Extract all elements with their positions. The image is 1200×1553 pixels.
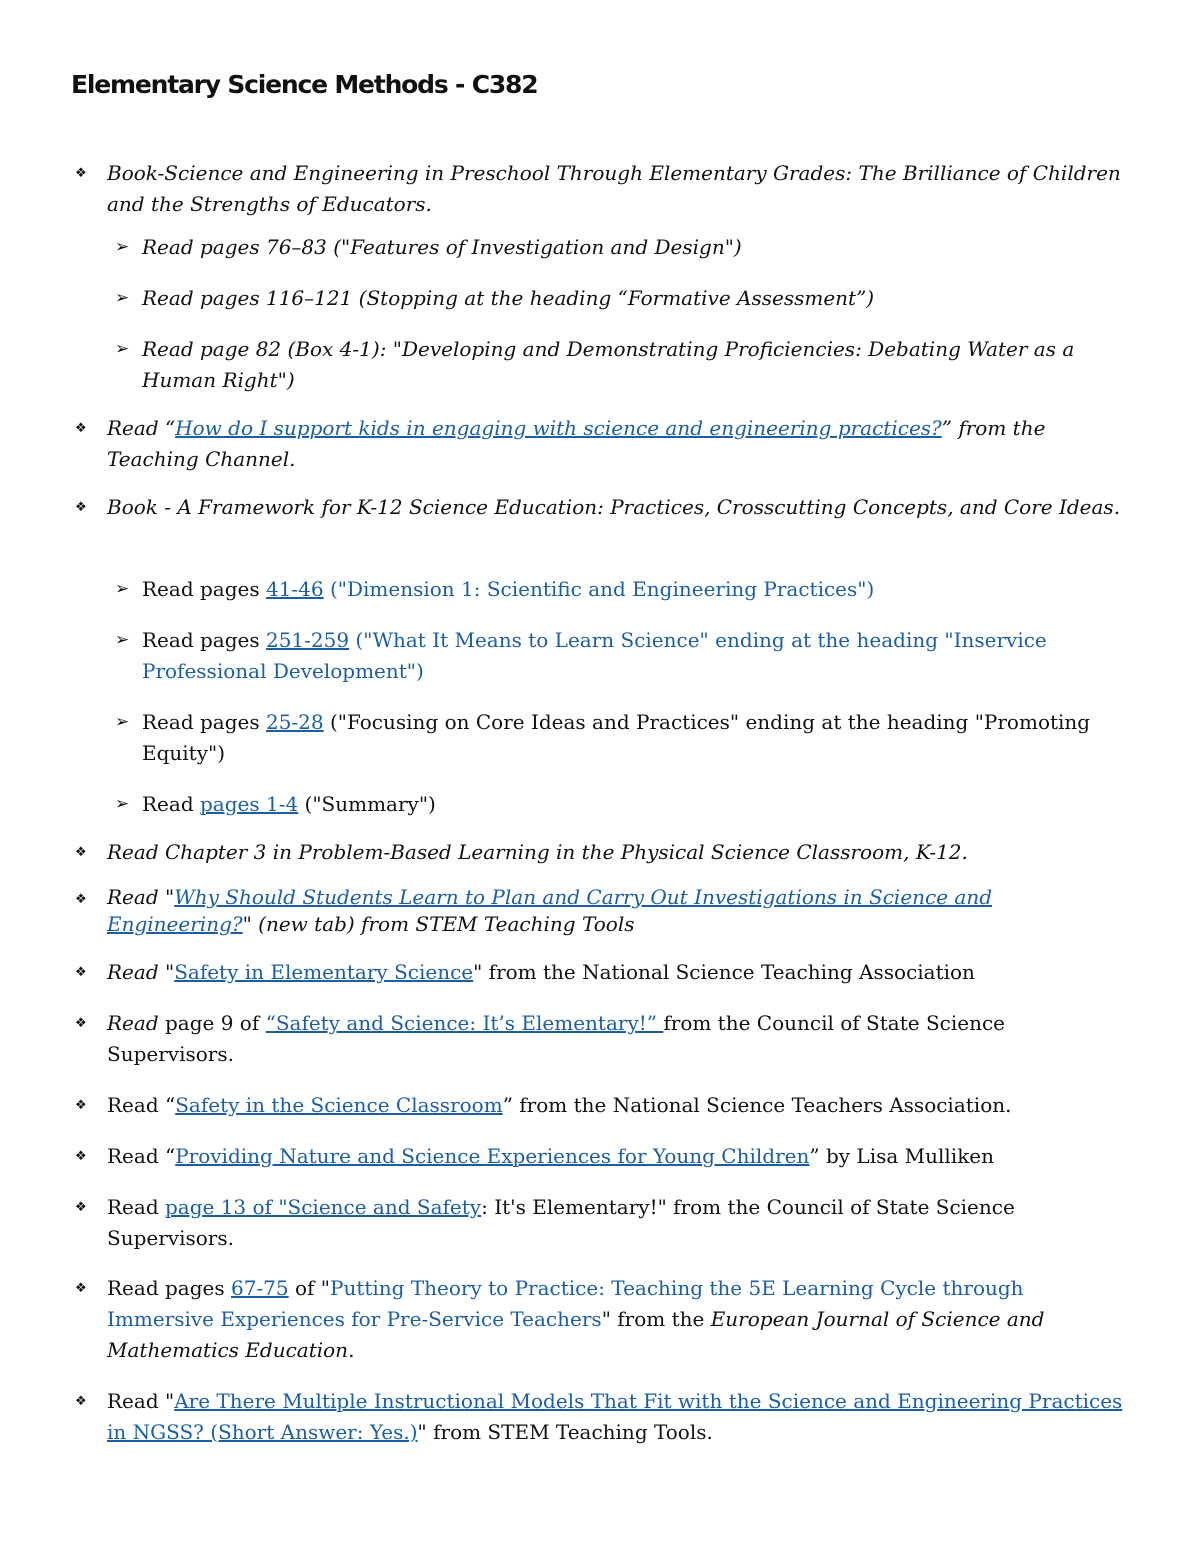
sub-item-text: Read pages 25-28 ("Focusing on Core Ideas and Practices" ending at the heading "Promoting Equity") [142, 710, 1091, 765]
link-pages-251-259[interactable]: 251-259 [265, 628, 350, 652]
sub-item-text: Read pages 1-4 ("Summary") [142, 792, 436, 816]
diamond-bullet-icon: ❖ [75, 1394, 87, 1409]
diamond-bullet-icon: ❖ [75, 500, 87, 515]
link-plan-carry-out-investigations[interactable]: Why Should Students Learn to Plan and Carry Out Investigations in Science and Engineering? [107, 885, 993, 936]
link-nature-science-young-children[interactable]: Providing Nature and Science Experiences for Young Children [175, 1144, 810, 1168]
item-text: Read page 9 of “Safety and Science: It’s Elementary!” from the Council of State Science Supervisors. [107, 1011, 1005, 1066]
diamond-bullet-icon: ❖ [75, 1016, 87, 1031]
link-page-13-science-safety[interactable]: page 13 of "Science and Safety [164, 1195, 482, 1219]
link-safety-and-science[interactable]: “Safety and Science: It’s Elementary!” [265, 1011, 664, 1035]
item-text: Read pages 67-75 of "Putting Theory to Practice: Teaching the 5E Learning Cycle through Immersive Experiences for Pre-Service Teachers" from the European Journal of Science and Mathematics Education. [107, 1276, 1045, 1362]
item-text: Read “Providing Nature and Science Experiences for Young Children” by Lisa Mulliken [107, 1144, 995, 1168]
item-text: Read page 13 of "Science and Safety: It's Elementary!" from the Council of State Science Supervisors. [107, 1195, 1015, 1250]
item-text: Read Chapter 3 in Problem-Based Learning in the Physical Science Classroom, K-12. [107, 840, 968, 864]
item-text: Read “How do I support kids in engaging with science and engineering practices?” from the Teaching Channel. [107, 416, 1046, 471]
sub-item-text: Read pages 251-259 ("What It Means to Learn Science" ending at the heading "Inservice Professional Development") [142, 628, 1047, 683]
item-text: Read "Are There Multiple Instructional Models That Fit with the Science and Engineering Practices in NGSS? (Short Answer: Yes.)" from STEM Teaching Tools. [107, 1389, 1123, 1444]
diamond-bullet-icon: ❖ [75, 965, 87, 980]
diamond-bullet-icon: ❖ [75, 1281, 87, 1296]
arrow-bullet-icon: ➢ [115, 579, 130, 599]
item-text: Book-Science and Engineering in Preschool Through Elementary Grades: The Brilliance of Children and the Strengths of Educators. [107, 161, 1121, 216]
arrow-bullet-icon: ➢ [115, 339, 130, 359]
item-text: Read "Why Should Students Learn to Plan and Carry Out Investigations in Science and Engineering?" (new tab) from STEM Teaching Tools [107, 885, 993, 936]
link-safety-science-classroom[interactable]: Safety in the Science Classroom [175, 1093, 503, 1117]
item-text: Read “Safety in the Science Classroom” from the National Science Teachers Association. [107, 1093, 1012, 1117]
sub-item-text: Read pages 76–83 ("Features of Investigation and Design") [142, 235, 742, 259]
item-text: Book - A Framework for K-12 Science Education: Practices, Crosscutting Concepts, and Core Ideas. [107, 495, 1121, 519]
arrow-bullet-icon: ➢ [115, 288, 130, 308]
diamond-bullet-icon: ❖ [75, 1200, 87, 1215]
sub-item-text: Read page 82 (Box 4-1): "Developing and Demonstrating Proficiencies: Debating Water as a Human Right") [142, 337, 1075, 392]
link-safety-elementary-science[interactable]: Safety in Elementary Science [174, 960, 474, 984]
link-pages-25-28[interactable]: 25-28 [265, 710, 324, 734]
page-title: Elementary Science Methods - C382 [71, 70, 538, 99]
arrow-bullet-icon: ➢ [115, 712, 130, 732]
diamond-bullet-icon: ❖ [75, 166, 87, 181]
sub-item-text: Read pages 116–121 (Stopping at the heading “Formative Assessment”) [142, 286, 875, 310]
sub-item-text: Read pages 41-46 ("Dimension 1: Scientific and Engineering Practices") [142, 577, 875, 601]
diamond-bullet-icon: ❖ [75, 845, 87, 860]
item-text: Read "Safety in Elementary Science" from the National Science Teaching Association [107, 960, 975, 984]
arrow-bullet-icon: ➢ [115, 237, 130, 257]
link-pages-1-4[interactable]: pages 1-4 [199, 792, 299, 816]
diamond-bullet-icon: ❖ [75, 892, 87, 907]
link-pages-67-75[interactable]: 67-75 [230, 1276, 289, 1300]
diamond-bullet-icon: ❖ [75, 1149, 87, 1164]
link-support-kids-practices[interactable]: How do I support kids in engaging with science and engineering practices? [175, 416, 942, 440]
diamond-bullet-icon: ❖ [75, 1098, 87, 1113]
diamond-bullet-icon: ❖ [75, 421, 87, 436]
arrow-bullet-icon: ➢ [115, 794, 130, 814]
arrow-bullet-icon: ➢ [115, 630, 130, 650]
link-multiple-instructional-models[interactable]: Are There Multiple Instructional Models That Fit with the Science and Engineering Practices in NGSS? (Short Answer: Yes.) [107, 1389, 1123, 1444]
link-pages-41-46[interactable]: 41-46 [265, 577, 324, 601]
